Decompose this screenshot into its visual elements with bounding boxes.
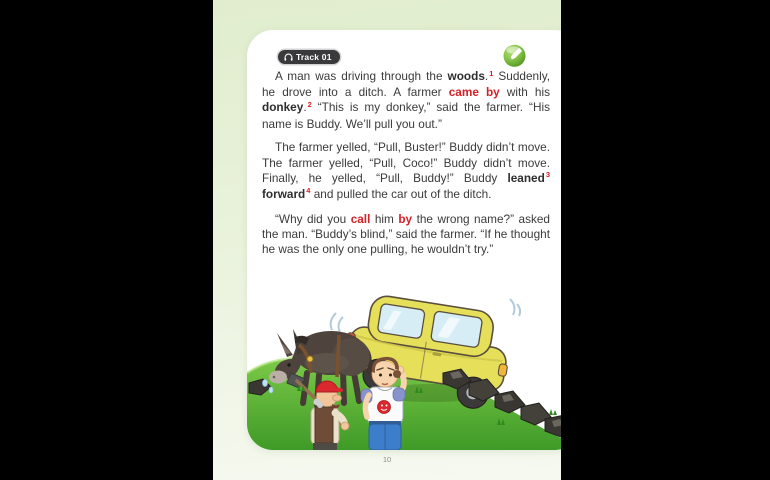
book-page (213, 0, 561, 480)
story-paragraph: A man was driving through the woods.$^1$ Suddenly, he drove into a ditch. A farmer came by with his donkey.$^2$ “This is my donkey,” said the farmer. “His name is Buddy. We’ll pull you out.” (262, 68, 550, 131)
track-badge (278, 50, 340, 64)
pencil-icon (502, 43, 527, 68)
story-illustration (247, 295, 561, 450)
story-card (247, 30, 561, 450)
story-paragraph: “Why did you call him by the wrong name?” asked the man. “Buddy’s blind,” said the farmer. “If he thought he was the only one pulling, he wouldn’t try.” (262, 211, 550, 257)
story-paragraph: The farmer yelled, “Pull, Buster!” Buddy didn’t move. The farmer yelled, “Pull, Coco!” Buddy didn’t move. Finally, he yelled, “Pull, Buddy!” Buddy leaned$^3$ forward$^4$ and pulled the car out of the ditch. (262, 140, 550, 201)
headphones-icon (284, 53, 293, 62)
story-text (262, 69, 550, 266)
page-number: 10 (382, 455, 392, 464)
track-badge-label: Track 01 (296, 52, 332, 62)
